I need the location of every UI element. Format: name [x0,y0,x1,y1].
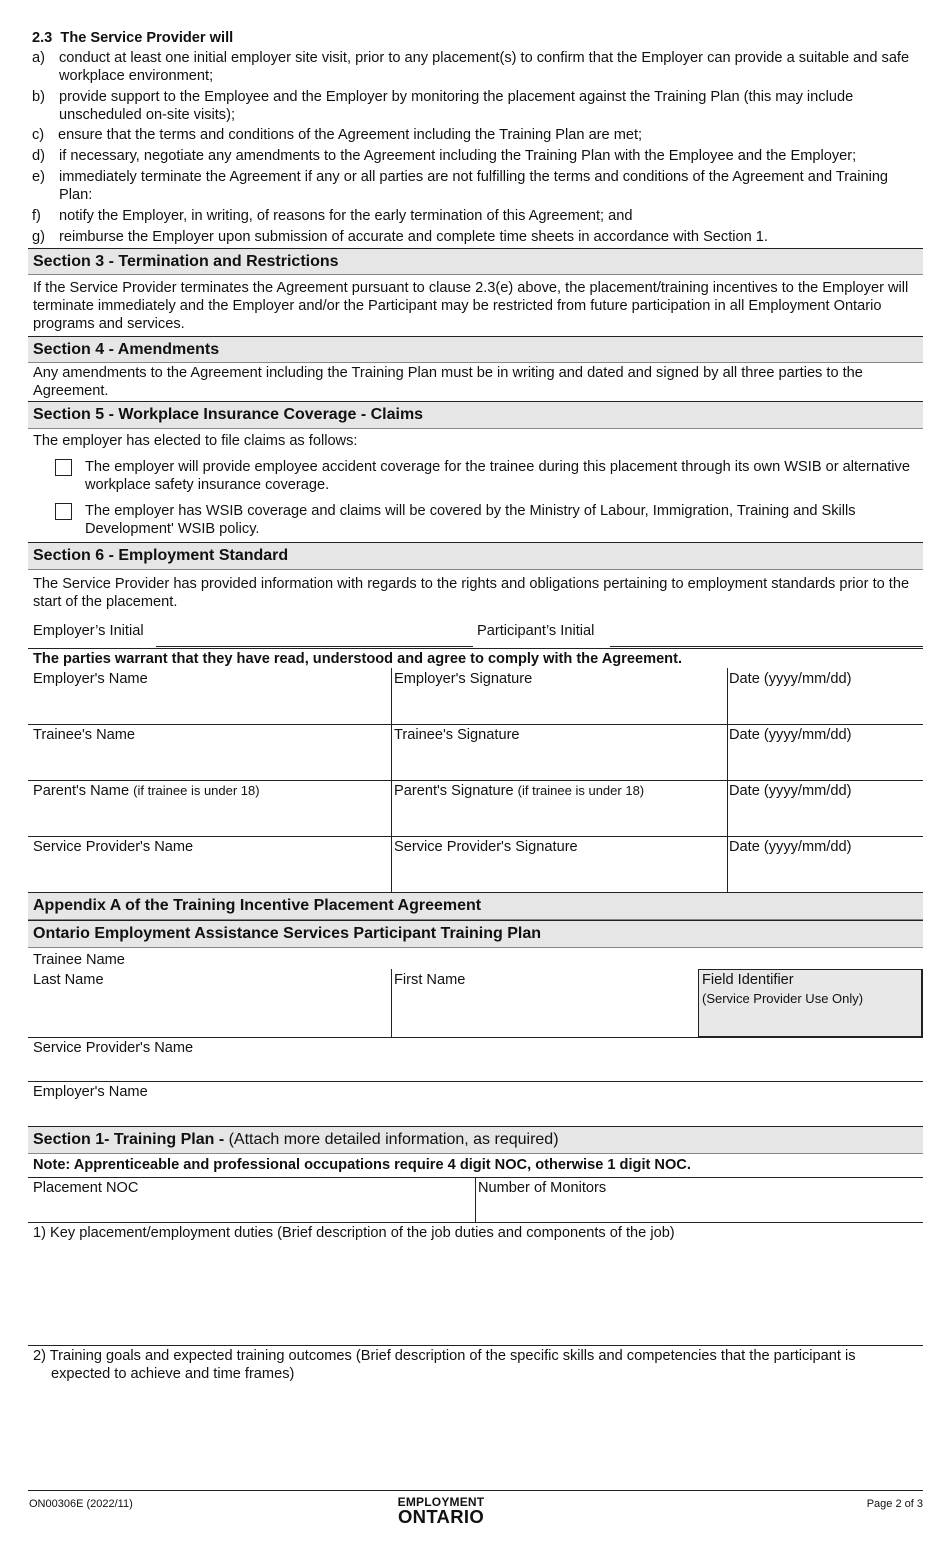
field-identifier-label: Field Identifier [702,972,794,988]
divider [391,969,392,1037]
service-provider-date-field[interactable] [729,838,851,856]
clause-item [28,49,923,85]
training-goals-field[interactable] [33,1347,856,1365]
clause-item [28,88,923,124]
clause-text: reimburse the Employer upon submission of accurate and complete time sheets in accordance with Section 1. [59,229,768,245]
key-duties-field[interactable] [33,1224,675,1242]
section-3-text: If the Service Provider terminates the Agreement pursuant to clause 2.3(e) above, the placement/training incentives to the Employer will terminate immediately and the Employer and/or the Participant may be restricted from future participation in all Employment Ontario programs and services. [33,280,909,332]
training-plan-title-note: (Attach more detailed information, as required) [228,1131,559,1148]
trainee-signature-label: Trainee's Signature [394,727,520,743]
divider [28,1345,923,1346]
divider [28,1222,923,1223]
service-provider-signature-label: Service Provider's Signature [394,839,578,855]
appendix-employer-name-field[interactable] [33,1083,148,1101]
section-4-text: Any amendments to the Agreement including the Training Plan must be in writing and dated and signed by all three parties to the Agreement. [33,365,863,399]
appendix-service-provider-name-label: Service Provider's Name [33,1040,194,1056]
employer-initial-label: Employer’s Initial [33,623,144,639]
parent-signature-label: Parent's Signature [394,783,514,799]
parent-name-label: Parent's Name [33,783,130,799]
divider [475,1177,476,1222]
logo-line-2: ONTARIO [397,1506,485,1527]
clause-text: ensure that the terms and conditions of the Agreement including the Training Plan are met; [58,127,643,143]
employer-date-label: Date (yyyy/mm/dd) [729,671,852,687]
clause-letter: a) [32,50,45,66]
parent-name-note: (if trainee is under 18) [133,783,260,798]
section-5-intro: The employer has elected to file claims as follows: [33,433,358,449]
divider [28,836,923,837]
service-provider-date-label: Date (yyyy/mm/dd) [729,839,852,855]
section-6-text: The Service Provider has provided information with regards to the rights and obligations pertaining to employment standards prior to the start of the placement. [33,576,910,610]
clause-number: 2.3 [32,30,53,46]
employer-initial-field[interactable] [156,646,473,647]
employer-name-field[interactable] [33,670,148,688]
trainee-name-field[interactable] [33,726,135,744]
divider [28,1081,923,1082]
trainee-date-label: Date (yyyy/mm/dd) [729,727,852,743]
clause-text: immediately terminate the Agreement if any or all parties are not fulfilling the terms and conditions of the Agreement and Training Plan: [59,169,889,203]
key-duties-label: 1) Key placement/employment duties (Brief description of the job duties and components of the job) [33,1225,675,1241]
appendix-employer-name-label: Employer's Name [33,1084,148,1100]
clause-heading [32,29,233,47]
number-of-monitors-field[interactable] [478,1179,606,1197]
employer-name-label: Employer's Name [33,671,148,687]
clause-letter: g) [32,229,45,245]
appendix-a-header: Appendix A of the Training Incentive Placement Agreement [28,892,923,920]
service-provider-name-label: Service Provider's Name [33,839,194,855]
parent-date-field[interactable] [729,782,851,800]
clause-item [28,126,923,144]
parent-signature-note: (if trainee is under 18) [517,783,645,798]
training-goals-label-cont: expected to achieve and time frames) [51,1366,295,1382]
parent-signature-field[interactable] [394,782,644,800]
clause-letter: e) [32,169,45,185]
service-provider-name-field[interactable] [33,838,193,856]
clause-item [28,147,923,165]
trainee-date-field[interactable] [729,726,851,744]
participant-initial-field[interactable] [610,646,923,647]
trainee-signature-field[interactable] [394,726,520,744]
section-6-header: Section 6 - Employment Standard [28,542,923,570]
parent-date-label: Date (yyyy/mm/dd) [729,783,852,799]
trainee-name-label: Trainee Name [33,952,125,968]
clause-letter: c) [32,127,45,143]
participant-initial-label: Participant’s Initial [477,623,595,639]
divider [28,780,923,781]
training-goals-label: 2) Training goals and expected training outcomes (Brief description of the specific skills and competencies that the participant is [33,1348,856,1364]
trainee-name-label: Trainee's Name [33,727,136,743]
employer-signature-label: Employer's Signature [394,671,533,687]
field-identifier-box[interactable] [698,969,923,1037]
clause-title: The Service Provider will [60,30,234,46]
clause-text: conduct at least one initial employer site visit, prior to any placement(s) to confirm that the Employer can provide a suitable and safe workplace environment; [59,50,910,84]
clause-letter: f) [32,208,41,224]
training-plan-section-header [28,1126,923,1154]
section-5-header: Section 5 - Workplace Insurance Coverage - Claims [28,401,923,429]
form-code: ON00306E (2022/11) [29,1498,133,1510]
clause-item [28,228,923,246]
divider [28,724,923,725]
page-number: Page 2 of 3 [866,1498,923,1510]
clause-text: notify the Employer, in writing, of reasons for the early termination of this Agreement; and [59,208,633,224]
wsib-option-ministry-coverage: The employer has WSIB coverage and claims will be covered by the Ministry of Labour, Immigration, Training and Skills Development' WSIB policy. [85,503,856,537]
section-3-header: Section 3 - Termination and Restrictions [28,248,923,275]
logo-line-1: EMPLOYMENT [397,1495,485,1509]
clause-item [28,168,923,204]
placement-noc-field[interactable] [33,1179,138,1197]
section-4-header: Section 4 - Amendments [28,336,923,363]
clause-item [28,207,923,225]
last-name-field[interactable] [33,971,104,989]
warrant-statement: The parties warrant that they have read, understood and agree to comply with the Agreement. [33,651,683,667]
last-name-label: Last Name [33,972,104,988]
training-plan-form-header: Ontario Employment Assistance Services Participant Training Plan [28,920,923,948]
employer-date-field[interactable] [729,670,851,688]
divider [28,1037,923,1038]
wsib-ministry-coverage-checkbox[interactable] [55,503,72,520]
employer-signature-field[interactable] [394,670,532,688]
appendix-service-provider-name-field[interactable] [33,1039,193,1057]
employment-ontario-logo [391,1496,491,1527]
form-page [28,0,923,1565]
number-of-monitors-label: Number of Monitors [478,1180,607,1196]
first-name-field[interactable] [394,971,465,989]
divider [28,648,923,649]
training-plan-title: Section 1- Training Plan - [33,1131,225,1148]
placement-noc-label: Placement NOC [33,1180,139,1196]
clause-text: if necessary, negotiate any amendments to the Agreement including the Training Plan with the Employee and the Employer; [59,148,857,164]
wsib-own-coverage-checkbox[interactable] [55,459,72,476]
field-identifier-note: (Service Provider Use Only) [702,991,864,1006]
wsib-option-own-coverage: The employer will provide employee accident coverage for the trainee during this placement through its own WSIB or alternative workplace safety insurance coverage. [85,459,910,493]
first-name-label: First Name [394,972,466,988]
clause-text: provide support to the Employee and the Employer by monitoring the placement against the Training Plan (this may include unscheduled on-site visits); [59,89,854,123]
clause-letter: b) [32,89,45,105]
service-provider-signature-field[interactable] [394,838,578,856]
footer-divider [28,1490,923,1491]
clause-letter: d) [32,148,45,164]
noc-note: Note: Apprenticeable and professional occupations require 4 digit NOC, otherwise 1 digit NOC. [33,1157,691,1173]
parent-name-field[interactable] [33,782,260,800]
